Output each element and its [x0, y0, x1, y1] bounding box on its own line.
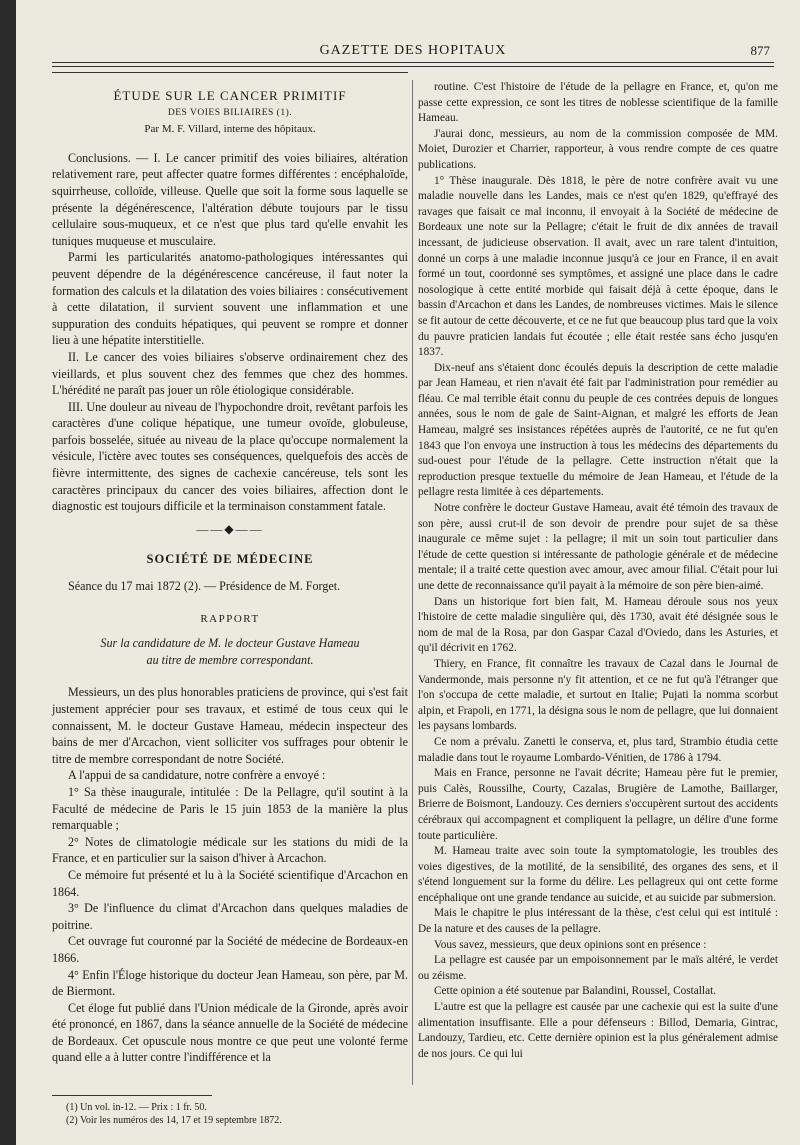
report-paragraph: Dix-neuf ans s'étaient donc écoulés depuis la description de cette maladie par Jean Hameau, et rien n'avait été fait par l'administration pour remédier au fléau. Ce mal terrible était connu du peuple de ces contrées depuis de longues années, sous le nom de gale de Saint-Aignan, et malgré les efforts de Jean Hameau, malgré ses insistances répétées auprès de l'autorité, ce ne fut qu'en 1843 que l'on envoya une instruction à tous les médecins des départements du sud-ouest pour l'étude de la pellagre. Cette instruction n'était que la reproduction presque textuelle du mémoire de Jean Hameau, et l'étude de la pellagre resta limitée à ces départements. [418, 361, 778, 499]
article-title: ÉTUDE SUR LE CANCER PRIMITIF [113, 88, 347, 103]
footnote: (2) Voir les numéros des 14, 17 et 19 septembre 1872. [66, 1115, 282, 1126]
header-rule [52, 62, 774, 63]
report-paragraph: Mais en France, personne ne l'avait décrite; Hameau père fut le premier, puis Calès, Roussilhe, Courty, Cazalas, Brugière de Lamothe, Baillarger, Brierre de Boismont, Landouzy. Ces derniers s'occupèrent surtout des accidents cérébraux qui accompagnent et compliquent la pellagre, un délire d'une forme toute particulière. [418, 767, 778, 842]
report-paragraph: Dans un historique fort bien fait, M. Hameau déroule sous nos yeux l'histoire de cette maladie singulière qui, dès 1730, avait été désignée sous le nom de mal de la Rosa, par don Gaspar Cazal d'Oviedo, dans les Asturies, et qu'il décrivit en 1762. [418, 595, 778, 655]
report-paragraph: 1° Thèse inaugurale. Dès 1818, le père de notre confrère avait vu une maladie nouvelle dans les Landes, mais ce n'est qu'en 1829, qu'effrayé des ravages que faisait ce mal inconnu, il envoyait à la Société de médecine de Bordeaux une note sur la Pellagre; c'était le fruit de dix années de travail incessant, de judicieuse observation. Il avait, avec un rare talent d'intuition, donné un corps à une maladie inconnue jusqu'à ce jour en France, il en avait formé un tout, coordonné ses symptômes, et assigné une place dans le cadre nosologique à cette entité morbide qui faisait déjà à cette époque, dans le bassin d'Arcachon et dans les Landes, de nombreuses victimes. Mais le silence se fit autour de cette découverte, et ce ne fut que beaucoup plus tard que la voix du pauvre praticien landais fut écoutée ; elle était restée sans écho jusqu'en 1837. [418, 174, 778, 359]
report-paragraph: L'autre est que la pellagre est causée par une cachexie qui est la suite d'une alimentation insuffisante. Elle a pour défenseurs : Billod, Demaria, Gintrac, Landouzy, Tardieu, etc. Cette dernière opinion est la plus généralement admise de nos jours. Ce qui lui [418, 1001, 778, 1060]
article-paragraph: Conclusions. — I. Le cancer primitif des voies biliaires, altération relativement rare, peut affecter quatre formes différentes : encéphaloïde, squirrheuse, colloïde, villeuse. Quelle que soit la forme sous laquelle se présente la dégénérescence, l'altération débute toujours par le tissu cellulaire sous-muqueux, et ce n'est que plus tard qu'elle envahit les tuniques muqueuse et musculaire. [52, 150, 408, 248]
column-top-rule [52, 72, 408, 73]
report-paragraph: Messieurs, un des plus honorables praticiens de province, qui s'est fait justement apprécier pour ses travaux, et estimé de tous ceux qui le connaissent, M. le docteur Gustave Hameau, médecin inspecteur des bains de mer d'Arcachon, vient solliciter vos suffrages pour obtenir le titre de membre correspondant de notre Société. [52, 685, 408, 766]
right-column [418, 80, 778, 1062]
report-paragraph: routine. C'est l'histoire de l'étude de la pellagre en France, et, qu'on me passe cette expression, ce sont les titres de noblesse scientifique de la famille Hameau. [418, 81, 778, 125]
header-rule-double [52, 66, 774, 67]
section-title: SOCIÉTÉ DE MÉDECINE [146, 552, 314, 567]
report-subject-line: Sur la candidature de M. le docteur Gustave Hameau [100, 636, 360, 651]
report-paragraph: 2° Notes de climatologie médicale sur les stations du midi de la France, et en particulier sur la saison d'hiver à Arcachon. [52, 834, 408, 866]
article-subtitle: DES VOIES BILIAIRES (1). [167, 107, 293, 118]
report-paragraph: Notre confrère le docteur Gustave Hameau, avait été témoin des travaux de son père, aussi crut-il de son devoir de prendre pour sujet de sa thèse inaugurale ce même sujet : la pellagre; il mit un soin tout particulier dans l'étude de cette question si intéressante de pathologie générale et de médecine mentale; il a traité cette question avec amour, avec amour filial. C'était pour lui une dette de reconnaissance qu'il payait à la mémoire de son père bien-aimé. [418, 502, 778, 592]
column-divider [412, 80, 413, 1085]
page-number: 877 [750, 43, 770, 58]
section-separator: ——◆—— [196, 521, 264, 536]
left-column [52, 80, 408, 1066]
article-author: Par M. F. Villard, interne des hôpitaux. [144, 123, 316, 136]
report-label: RAPPORT [200, 612, 260, 625]
report-paragraph: Cet ouvrage fut couronné par la Société de médecine de Bordeaux-en 1866. [52, 934, 408, 965]
footnotes [66, 1101, 406, 1127]
report-subject [52, 635, 408, 668]
report-paragraph: A l'appui de sa candidature, notre confrère a envoyé : [68, 768, 326, 783]
report-paragraph: Cet éloge fut publié dans l'Union médicale de la Gironde, après avoir été prononcé, en 1867, dans la séance annuelle de la Société de médecine de Bordeaux. Cet opuscule nous montre ce que peut une volonté ferme quand elle a à lutter contre l'indifférence et la [52, 1000, 408, 1065]
report-paragraph: Ce nom a prévalu. Zanetti le conserva, et, plus tard, Strambio étudia cette maladie dans tout le royaume Lombardo-Vénitien, de 1786 à 1794. [418, 735, 778, 764]
report-paragraph: 4° Enfin l'Éloge historique du docteur Jean Hameau, son père, par M. de Biermont. [52, 967, 408, 999]
report-paragraph: Ce mémoire fut présenté et lu à la Société scientifique d'Arcachon en 1864. [52, 867, 408, 899]
article-paragraph: Parmi les particularités anatomo-pathologiques intéressantes qui peuvent dépendre de la dégénérescence cancéreuse, il faut noter la formation des calculs et la dilatation des voies biliaires : consécutivement à cette dilatation, il survient souvent une inflammation et une suppuration des conduits hépatiques, qui peuvent se rompre et donner lieu à une hépatite interstitielle. [52, 250, 408, 348]
report-subject-line: au titre de membre correspondant. [146, 652, 314, 667]
article-paragraph: III. Une douleur au niveau de l'hypochondre droit, revêtant parfois les caractères d'une colique hépatique, une tumeur ovoïde, globuleuse, parfois bosselée, située au niveau de la place qu'occupe normalement la vésicule, l'ictère avec toutes ses conséquences, quelquefois des accès de fièvre intermittente, des signes de cachexie cancéreuse, tels sont les caractères principaux du cancer des voies biliaires, affection dont le diagnostic est toujours difficile et la terminaison constamment fatale. [52, 399, 408, 514]
report-paragraph: Thiery, en France, fit connaître les travaux de Cazal dans le Journal de Vandermonde, mais personne n'y fit attention, et ce ne fut qu'à l'étranger que l'on s'occupa de cette maladie, et surtout en Italie; Pujati la nomma scorbut alpin, et Frapoli, en 1771, la désigna sous le nom de pellagre, que lui donnaient les paysans lombards. [418, 657, 778, 733]
footnote-rule [52, 1095, 212, 1096]
footnote: (1) Un vol. in-12. — Prix : 1 fr. 50. [66, 1102, 207, 1113]
report-paragraph: M. Hameau traite avec soin toute la symptomatologie, les troubles des voies digestives, de la motilité, de la sensibilité, des organes des sens, et il s'étend longuement sur la forme du délire. Les pellagreux qui ont cette forme encéphalique ont une grande tendance au suicide, et au suicide par submersion. [418, 845, 778, 904]
report-paragraph: Vous savez, messieurs, que deux opinions sont en présence : [434, 938, 707, 951]
page-header [52, 40, 774, 62]
report-paragraph: Mais le chapitre le plus intéressant de la thèse, c'est celui qui est intitulé : De la nature et des causes de la pellagre. [418, 907, 778, 936]
report-paragraph: Cette opinion a été soutenue par Balandini, Roussel, Costallat. [434, 985, 717, 998]
session-line: Séance du 17 mai 1872 (2). — Présidence de M. Forget. [68, 579, 341, 594]
report-paragraph: J'aurai donc, messieurs, au nom de la commission composée de MM. Moiet, Durozier et Charrier, rapporteur, à vous rendre compte de ces quatre publications. [418, 127, 778, 171]
report-paragraph: 3° De l'influence du climat d'Arcachon dans quelques maladies de poitrine. [52, 901, 408, 932]
report-paragraph: La pellagre est causée par un empoisonnement par le maïs altéré, le verdet ou zéisme. [418, 954, 778, 982]
report-paragraph: 1° Sa thèse inaugurale, intitulée : De la Pellagre, qu'il soutint à la Faculté de médecine de Paris le 15 juin 1853 de la manière la plus remarquable ; [52, 784, 408, 833]
article-paragraph: II. Le cancer des voies biliaires s'observe ordinairement chez des vieillards, et plus souvent chez des femmes que chez des hommes. L'hérédité ne paraît pas jouer un rôle étiologique considérable. [52, 349, 408, 398]
running-title: GAZETTE DES HOPITAUX [319, 43, 507, 58]
